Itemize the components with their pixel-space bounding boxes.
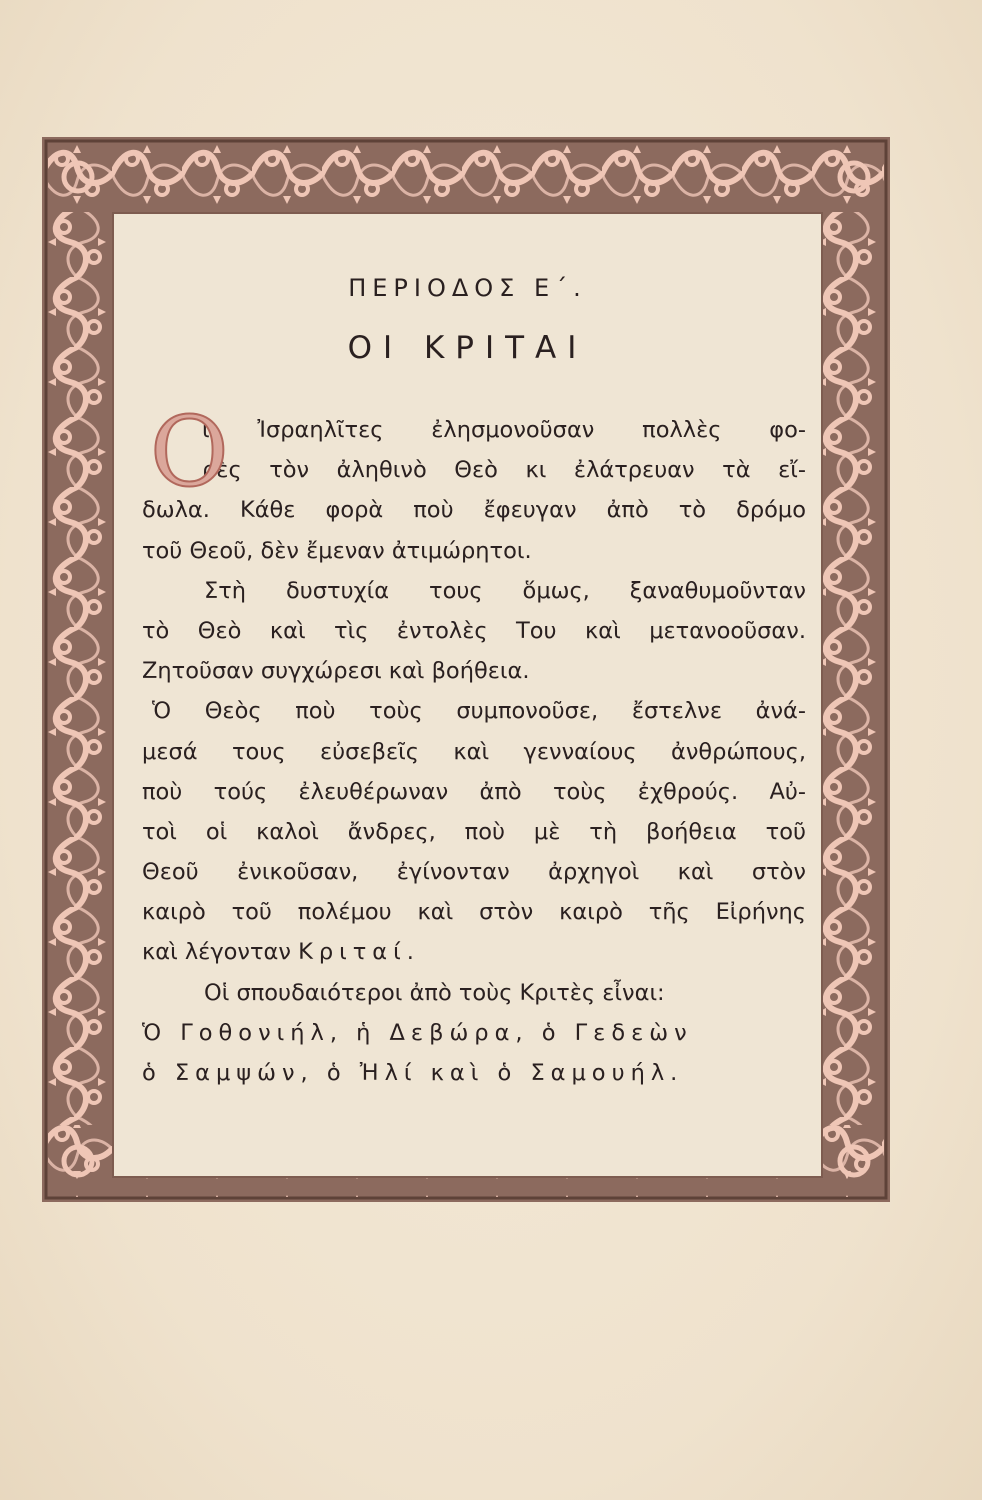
- chapter-title: ΟΙ ΚΡΙΤΑΙ: [347, 330, 588, 366]
- text-line: Ζητοῦσαν συγχώρεσι καὶ βοήθεια.: [142, 658, 530, 685]
- text-line: [142, 932, 806, 972]
- text-line: δωλα. Κάθε φορὰ ποὺ ἔφευγαν ἀπὸ τὸ δρόμο: [142, 497, 806, 524]
- text-line: Ὁ Θεὸς ποὺ τοὺς συμπονοῦσε, ἔστελνε ἀνά-: [152, 698, 806, 725]
- text-panel: [112, 212, 823, 1178]
- text-line: Οἱ σπουδαιότεροι ἀπὸ τοὺς Κριτὲς εἶναι:: [204, 979, 665, 1006]
- text-line: Θεοῦ ἐνικοῦσαν, ἐγίνονταν ἀρχηγοὶ καὶ στὸν: [142, 859, 806, 886]
- paragraph-4: [142, 973, 806, 1094]
- line-prefix: καὶ λέγονταν: [142, 939, 291, 966]
- paragraph-3: [142, 691, 806, 972]
- text-line: Στὴ δυστυχία τους ὅμως, ξαναθυμοῦνταν: [204, 577, 806, 604]
- text-line: τοὶ οἱ καλοὶ ἄνδρες, ποὺ μὲ τὴ βοήθεια τοῦ: [142, 818, 806, 845]
- period-heading: ΠΕΡΙΟΔΟΣ Ε΄.: [348, 274, 587, 302]
- chapter-body: [142, 396, 806, 1093]
- paragraph-1: [142, 410, 806, 571]
- text-line: καιρὸ τοῦ πολέμου καὶ στὸν καιρὸ τῆς Εἰρήνης: [142, 899, 806, 926]
- text-line: μεσά τους εὐσεβεῖς καὶ γενναίους ἀνθρώπους,: [142, 738, 806, 765]
- text-line: ρὲς τὸν ἀληθινὸ Θεὸ κι ἐλάτρευαν τὰ εἴ-: [202, 457, 806, 484]
- judges-names-line: ὁ Σαμψών, ὁ Ἠλί καὶ ὁ Σαμουήλ.: [142, 1060, 684, 1086]
- text-line: ι Ἰσραηλῖτες ἐλησμονοῦσαν πολλὲς φο-: [202, 417, 806, 443]
- drop-cap: O: [150, 396, 229, 508]
- spaced-word: Κριταί.: [298, 939, 420, 966]
- text-line: ποὺ τούς ἐλευθέρωναν ἀπὸ τοὺς ἐχθρούς. Αὐ-: [142, 778, 806, 805]
- judges-names-line: Ὁ Γοθονιήλ, ἡ Δεβώρα, ὁ Γεδεὼν: [142, 1019, 693, 1046]
- text-line: τοῦ Θεοῦ, δὲν ἔμεναν ἀτιμώρητοι.: [142, 537, 532, 564]
- text-line: τὸ Θεὸ καὶ τὶς ἐντολὲς Του καὶ μετανοοῦσαν.: [142, 617, 806, 644]
- paragraph-2: [142, 571, 806, 692]
